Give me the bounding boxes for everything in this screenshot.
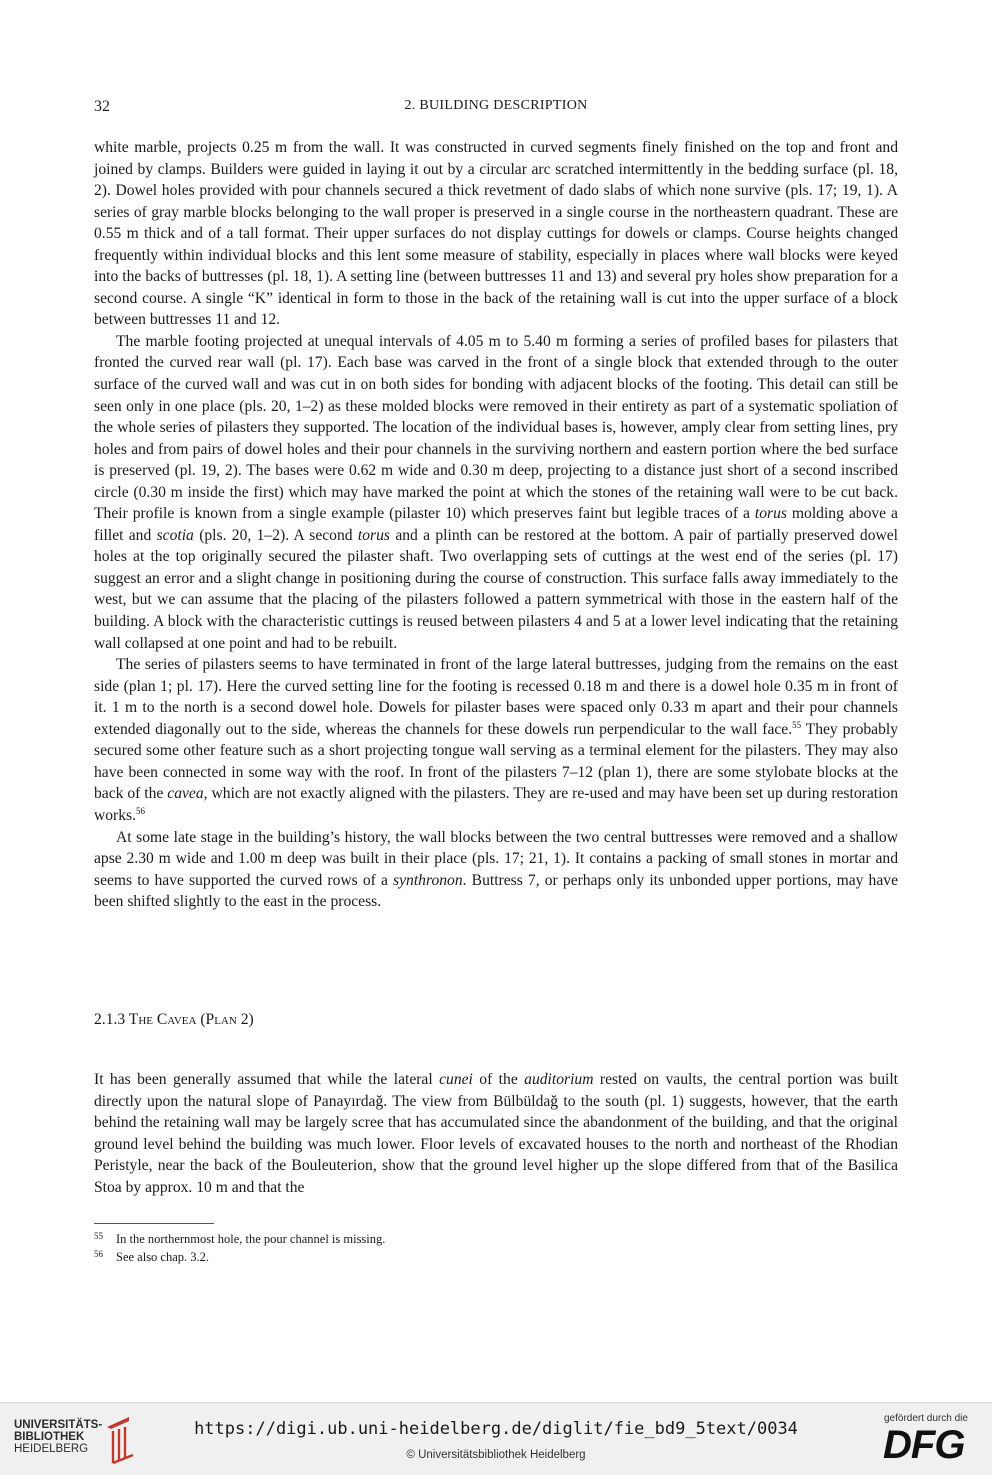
footnote-text: See also chap. 3.2. bbox=[116, 1250, 210, 1264]
footnote-text: In the northernmost hole, the pour channel is missing. bbox=[116, 1232, 386, 1246]
term-scotia: scotia bbox=[156, 526, 194, 544]
paragraph-1: white marble, projects 0.25 m from the wall. It was constructed in curved segments finely finished on the top and front and joined by clamps. Builders were guided in laying it out by a circular arc scratched intermittently in the bedding surface (pl. 18, 2). Dowel holes provided with pour channels secured a thick revetment of dado slabs of which none survive (pls. 17; 19, 1). A series of gray marble blocks belonging to the wall proper is preserved in a single course in the northeastern quadrant. These are 0.55 m thick and of a tall format. Their upper surfaces do not display cuttings for dowels or clamps. Course heights changed frequently within individual blocks and this lent some measure of stability, especially in places where wall blocks were keyed into the backs of buttresses (pl. 18, 1). A setting line (between buttresses 11 and 13) and several pry holes show preparation for a second course. A single “K” identical in form to those in the back of the retaining wall is cut into the upper surface of a block between buttresses 11 and 12. bbox=[94, 139, 898, 329]
footnote-55 bbox=[94, 1230, 898, 1248]
footnote-divider bbox=[94, 1223, 214, 1224]
footnote-56 bbox=[94, 1248, 898, 1266]
page-number: 32 bbox=[94, 98, 110, 115]
paragraph-3: The series of pilasters seems to have terminated in front of the large lateral buttresses, judging from the remains on the east side (plan 1; pl. 17). Here the curved setting line for the footing is recessed 0.18 m and there is a dowel hole 0.35 m in front of it. 1 m to the north is a second dowel hole. Dowels for pilaster bases were spaced only 0.33 m apart and their pour channels extended diagonally out to the side, whereas the channels for these dowels run perpendicular to the wall face.$^{55}$ They probably secured some other feature such as a short projecting tongue wall serving as a terminal element for the pilasters. They may also have been connected in some way with the roof. In front of the pilasters 7–12 (plan 1), there are some stylobate blocks at the back of the cavea, which are not exactly aligned with the pilasters. They are re-used and may have been set up during restoration works.$^{56}$ bbox=[94, 656, 899, 824]
document-url-link[interactable]: https://digi.ub.uni-heidelberg.de/diglit/fie_bd9_5text/0034 bbox=[194, 1419, 798, 1439]
term-synthronon: synthronon bbox=[393, 871, 463, 889]
footnote-ref-55[interactable]: 55 bbox=[792, 719, 802, 730]
funding-note: gefördert durch die bbox=[884, 1413, 968, 1424]
section-heading: 2.1.3 The Cavea (Plan 2) bbox=[94, 1011, 254, 1028]
section-paragraph: It has been generally assumed that while the lateral cunei of the auditorium rested on vaults, the central portion was built directly upon the natural slope of Panayırdağ. The view from Bülbüldağ to the south (pl. 1) suggests, however, that the earth behind the retaining wall may be largely scree that has accumulated since the abandonment of the building, and that the original ground level behind the building was much lower. Floor levels of excavated houses to the north and northeast of the Rhodian Peristyle, near the back of the Bouleuterion, show that the ground level higher up the slope differed from that of the Basilica Stoa by approx. 10 m and that the bbox=[94, 1071, 898, 1196]
copyright-notice: © Universitätsbibliothek Heidelberg bbox=[406, 1449, 586, 1461]
term-torus: torus bbox=[754, 505, 787, 523]
footer-bar bbox=[0, 1402, 992, 1475]
footnote-number: 56 bbox=[94, 1249, 103, 1259]
paragraph-4: At some late stage in the building’s history, the wall blocks between the two central buttresses were removed and a shallow apse 2.30 m wide and 1.00 m deep was built in their place (pls. 17; 21, 1). It contains a packing of small stones in mortar and seems to have supported the curved rows of a synthronon. Buttress 7, or perhaps only its unbonded upper portions, may have been shifted slightly to the east in the process. bbox=[94, 828, 898, 911]
term-cavea: cavea bbox=[167, 785, 204, 803]
library-logo[interactable]: UNIVERSITÄTS- BIBLIOTHEK HEIDELBERG bbox=[14, 1419, 103, 1455]
footnotes bbox=[94, 1230, 898, 1266]
term-cunei: cunei bbox=[439, 1071, 473, 1088]
dfg-logo[interactable]: DFG bbox=[883, 1423, 965, 1467]
paragraph-2: The marble footing projected at unequal intervals of 4.05 m to 5.40 m forming a series of profiled bases for pilasters that fronted the curved rear wall (pl. 17). Each base was carved in the front of a single block that extended through to the outer surface of the curved wall and was cut in on both sides for bonding with adjacent blocks of the footing. This detail can still be seen only in one place (pls. 20, 1–2) as these molded blocks were removed in their entirety as part of a systematic spoliation of the whole series of pilasters they supported. The location of the individual bases is, however, amply clear from setting lines, pry holes and from pairs of dowel holes and their pour channels in the surviving northern and eastern portion where the bed surface is preserved (pl. 19, 2). The bases were 0.62 m wide and 0.30 m deep, projecting to a distance just short of a second inscribed circle (0.30 m inside the first) which may have marked the point at which the stones of the retaining wall were to be cut back. Their profile is known from a single example (pilaster 10) which preserves faint but legible traces of a torus molding above a fillet and scotia (pls. 20, 1–2). A second torus and a plinth can be restored at the bottom. A pair of partially preserved dowel holes at the top originally secured the pilaster shaft. Two overlapping sets of cuttings at the west end of the series (pl. 17) suggest an error and a slight change in positioning during the course of construction. This surface falls away immediately to the west, but we can assume that the placing of the pilasters followed a pattern symmetrical with those in the eastern half of the building. A block with the characteristic cuttings is reused between pilasters 4 and 5 at a lower level indicating that the retaining wall collapsed at one point and had to be rebuilt. bbox=[94, 332, 899, 652]
body-text bbox=[94, 137, 898, 913]
term-torus: torus bbox=[357, 526, 390, 544]
term-auditorium: auditorium bbox=[524, 1071, 594, 1088]
running-head: 2. BUILDING DESCRIPTION bbox=[404, 98, 588, 113]
section-body bbox=[94, 1069, 898, 1198]
footnote-number: 55 bbox=[94, 1231, 103, 1241]
footnote-ref-56[interactable]: 56 bbox=[136, 805, 146, 816]
